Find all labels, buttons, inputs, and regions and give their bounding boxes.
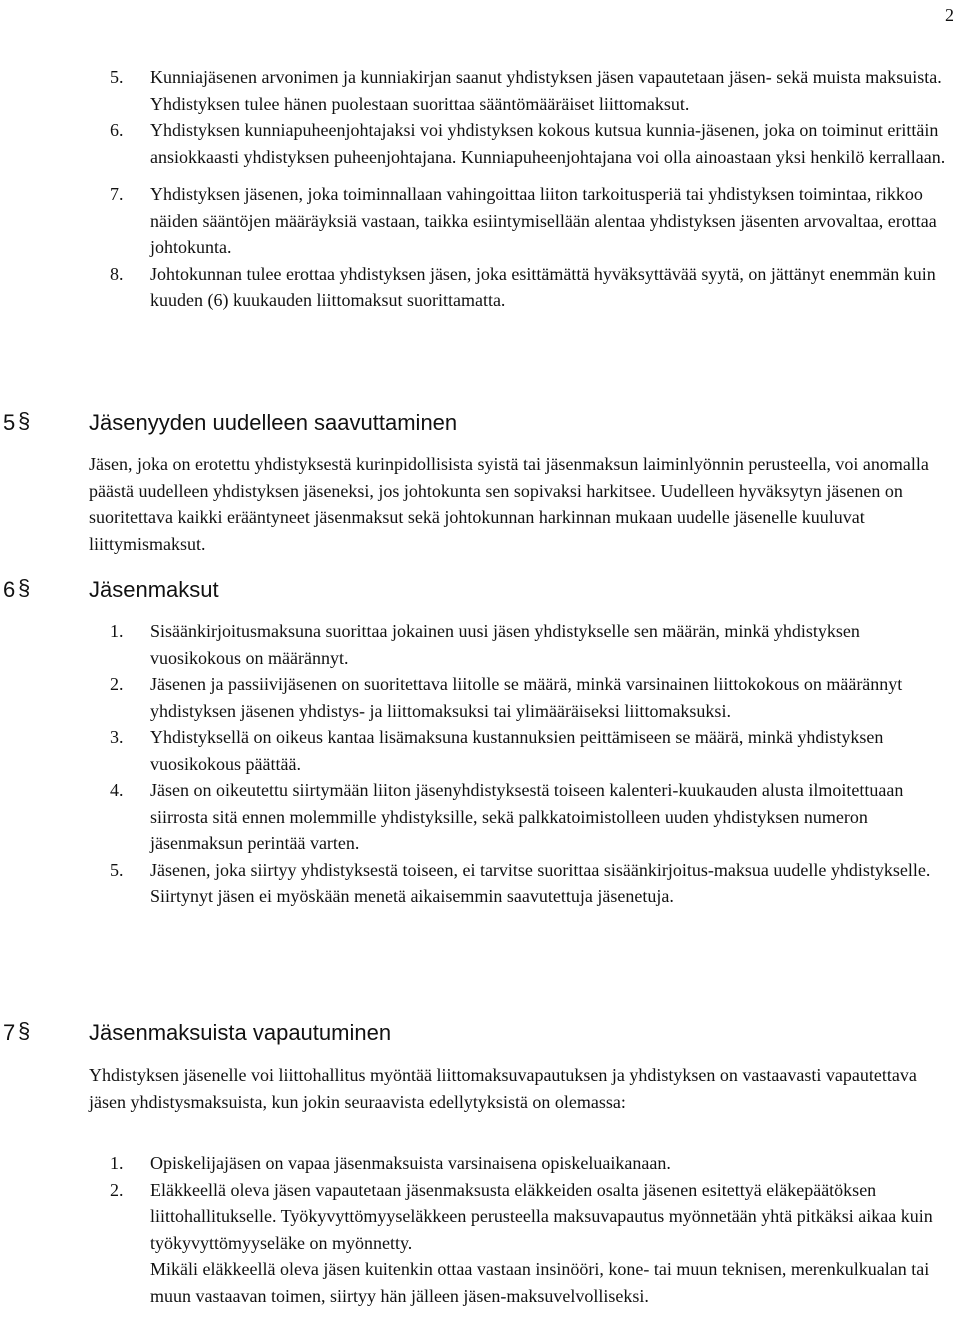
list-item — [110, 857, 950, 910]
list-item-text: Jäsen on oikeutettu siirtymään liiton jäsenyhdistyksestä toiseen kalenteri-kuukauden alusta ilmoitettuaan siirrosta sitä ennen molemmille yhdistyksille, sekä palkkatoimistolleen uuden yhdistyksen numeron jäsenmaksun perintää varten. — [150, 780, 904, 853]
section-title: Jäsenmaksuista vapautuminen — [89, 1020, 392, 1045]
list-item — [110, 181, 950, 261]
list-item-text: Sisäänkirjoitusmaksuna suorittaa jokainen uusi jäsen yhdistykselle sen määrän, minkä yhdistyksen vuosikokous on määrännyt. — [150, 621, 860, 668]
section-mark-icon: § — [18, 408, 31, 433]
list-item-number: 5. — [110, 67, 124, 87]
page-number: 2 — [945, 5, 954, 25]
section-7-heading — [0, 1016, 960, 1052]
list-item-number: 3. — [110, 727, 124, 747]
list-item — [110, 117, 950, 170]
list-item — [110, 1177, 960, 1310]
list-item-text: Eläkkeellä oleva jäsen vapautetaan jäsenmaksusta eläkkeiden osalta jäsenen esitettyä eläkepäätöksen liittohallitukselle. Työkyvyttömyyseläkkeen perusteella maksuvapautus myönnetään yhtä pitkäksi aikaa kuin työkyvyttömyyseläke on myönnetty. — [150, 1179, 933, 1253]
section-mark-icon: § — [18, 575, 31, 600]
list-item — [110, 724, 950, 777]
list-item-number: 6. — [110, 120, 124, 140]
list-item-text: Kunniajäsenen arvonimen ja kunniakirjan saanut yhdistyksen jäsen vapautetaan jäsen- sekä muista maksuista. Yhdistyksen tulee hänen puolestaan suorittaa sääntömääräiset liittomaksut. — [150, 67, 942, 114]
list-item-text: Yhdistyksellä on oikeus kantaa lisämaksuna kustannuksien peittämiseen se määrä, minkä yhdistyksen vuosikokous päättää. — [150, 727, 884, 774]
section-6-heading — [0, 573, 960, 609]
list-item-number: 2. — [110, 1179, 124, 1200]
list-item-text: Jäsenen, joka siirtyy yhdistyksestä toiseen, ei tarvitse suorittaa sisäänkirjoitus-maksua uudelle yhdistykselle. Siirtynyt jäsen ei myöskään menetä aikaisemmin saavutettuja jäsenetuja. — [150, 859, 931, 906]
list-item-extra-text: Mikäli eläkkeellä oleva jäsen kuitenkin ottaa vastaan insinööri, kone- tai muun teknisen, merenkulkualan tai muun vastaavan toimen, siirtyy hän jälleen jäsen-maksuvelvolliseksi. — [150, 1259, 930, 1306]
list-item-number: 5. — [110, 859, 124, 880]
section-5-heading — [0, 406, 960, 442]
list-item-number: 7. — [110, 184, 124, 204]
section-5-paragraph: Jäsen, joka on erotettu yhdistyksestä kurinpidollisista syistä tai jäsenmaksun laiminlyönnin perusteella, voi anomalla päästä uudelleen yhdistyksen jäseneksi, jos johtokunta sen sopivaksi harkitsee. Uudelleen hyväksytyn jäsenen on suoritettava kaikki erääntyneet jäsenmaksut sekä johtokunnan harkinnan mukaan uudelle jäsenelle kuuluvat liittymismaksut. — [89, 454, 929, 554]
list-item — [110, 777, 950, 857]
list-item-text: Opiskelijajäsen on vapaa jäsenmaksuista varsinaisena opiskeluaikanaan. — [150, 1153, 671, 1173]
list-item — [110, 64, 950, 117]
section-6-list — [110, 618, 950, 910]
section4-continued-list — [110, 64, 950, 314]
section-mark-icon: § — [18, 1018, 31, 1043]
list-item-number: 1. — [110, 621, 124, 641]
section-title: Jäsenmaksut — [89, 577, 219, 602]
section-number: 7 — [3, 1020, 16, 1045]
section-7-list — [110, 1150, 960, 1309]
section-number: 6 — [3, 577, 16, 602]
list-item — [110, 618, 950, 671]
list-item-text: Yhdistyksen jäsenen, joka toiminnallaan vahingoittaa liiton tarkoitusperiä tai yhdistyksen toimintaa, rikkoo näiden sääntöjen määräyksiä vastaan, taikka esiintymisellään alentaa yhdistyksen jäsenten arvovaltaa, erottaa johtokunta. — [150, 184, 937, 257]
list-item — [110, 671, 950, 724]
list-item — [110, 261, 950, 314]
list-item-text: Yhdistyksen kunniapuheenjohtajaksi voi yhdistyksen kokous kutsua kunnia-jäsenen, joka on toiminut erittäin ansiokkaasti yhdistyksen puheenjohtajana. Kunniapuheenjohtajana voi olla ainoastaan yksi henkilö kerrallaan. — [150, 120, 946, 167]
list-item-text: Jäsenen ja passiivijäsenen on suoritettava liitolle se määrä, minkä varsinainen liittokokous on määrännyt yhdistyksen jäsenen yhdistys- ja liittomaksuksi tai ylimääräiseksi liittomaksuksi. — [150, 674, 903, 721]
list-item-number: 1. — [110, 1153, 124, 1173]
section-7-paragraph: Yhdistyksen jäsenelle voi liittohallitus myöntää liittomaksuvapautuksen ja yhdistyksen on vastaavasti vapautettava jäsen yhdistysmaksuista, kun jokin seuraavista edellytyksistä on olemassa: — [89, 1065, 917, 1112]
list-item-number: 4. — [110, 780, 124, 800]
list-item-text: Johtokunnan tulee erottaa yhdistyksen jäsen, joka esittämättä hyväksyttävää syytä, on jättänyt enemmän kuin kuuden (6) kuukauden liittomaksut suorittamatta. — [150, 263, 936, 310]
list-item — [110, 1150, 960, 1177]
section-number: 5 — [3, 410, 16, 435]
list-item-number: 8. — [110, 263, 124, 284]
list-item-number: 2. — [110, 674, 124, 694]
section-title: Jäsenyyden uudelleen saavuttaminen — [89, 410, 458, 435]
